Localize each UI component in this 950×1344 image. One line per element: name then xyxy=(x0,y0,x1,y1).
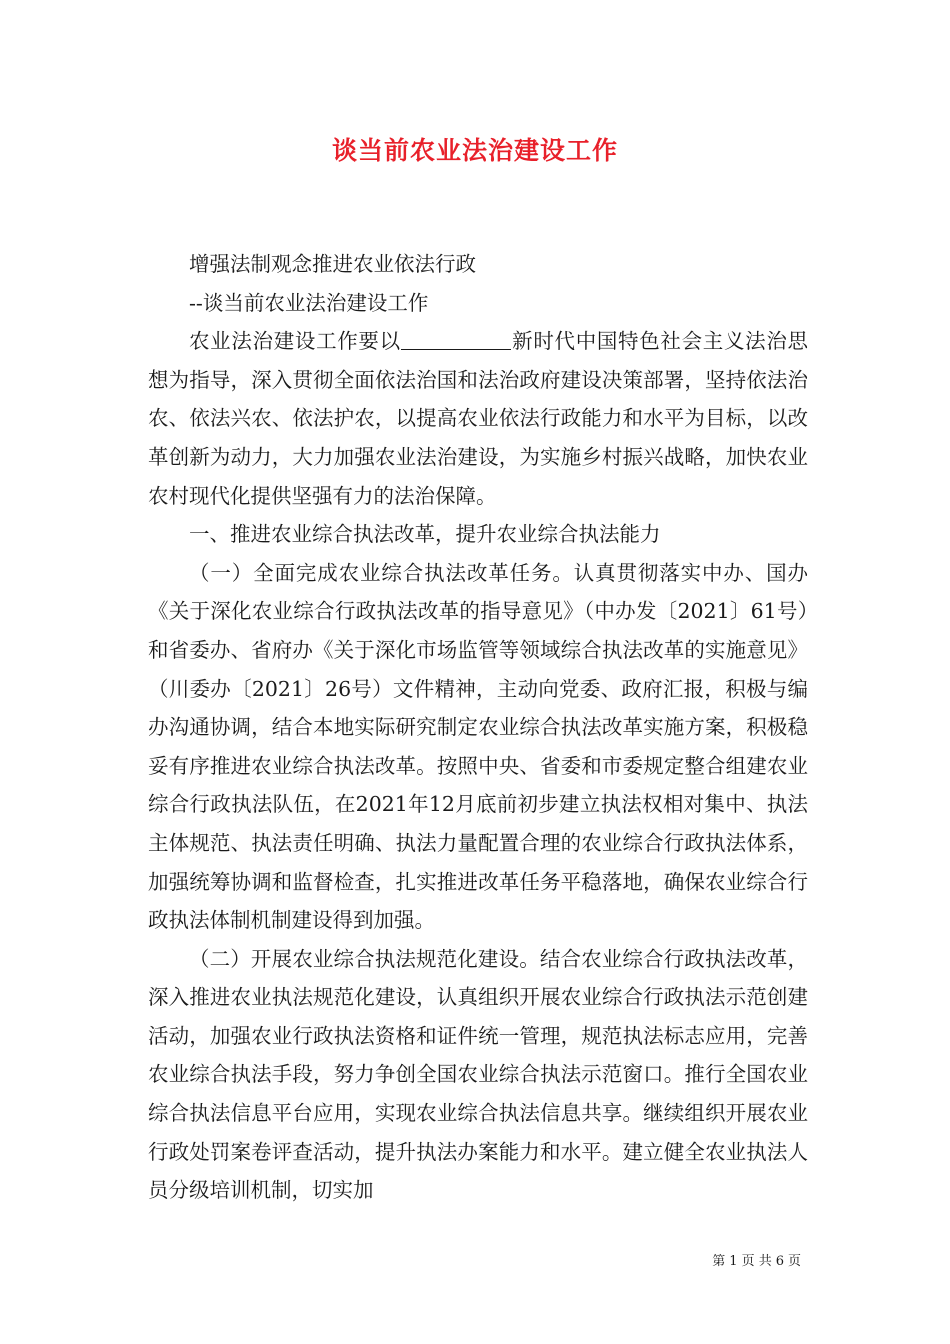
subtitle-line-1: 增强法制观念推进农业依法行政 xyxy=(189,252,476,276)
item-1-paragraph: （一）全面完成农业综合执法改革任务。认真贯彻落实中办、国办《关于深化农业综合行政执法改革的指导意见》（中办发〔2021〕61号）和省委办、省府办《关于深化市场监管等领域综合执法改革的实施意见》（川委办〔2021〕26号）文件精神，主动向党委、政府汇报，积极与编办沟通协调，结合本地实际研究制定农业综合执法改革实施方案，积极稳妥有序推进农业综合执法改革。按照中央、省委和市委规定整合组建农业综合行政执法队伍，在2021年12月底前初步建立执法权相对集中、执法主体规范、执法责任明确、执法力量配置合理的农业综合行政执法体系，加强统筹协调和监督检查，扎实推进改革任务平稳落地，确保农业综合行政执法体制机制建设得到加强。 xyxy=(148,560,808,933)
page-number-footer xyxy=(710,1250,803,1269)
footer-prefix: 第 xyxy=(712,1254,726,1269)
footer-mid: 页 共 xyxy=(741,1254,772,1269)
fill-in-blank xyxy=(401,329,512,351)
intro-text-before-blank: 农业法治建设工作要以 xyxy=(189,329,401,354)
document-body xyxy=(148,245,808,1210)
item-2-paragraph: （二）开展农业综合执法规范化建设。结合农业综合行政执法改革，深入推进农业执法规范化建设，认真组织开展农业综合行政执法示范创建活动，加强农业行政执法资格和证件统一管理，规范执法标志应用，完善农业综合执法手段，努力争创全国农业综合执法示范窗口。推行全国农业综合执法信息平台应用，实现农业综合执法信息共享。继续组织开展农业行政处罚案卷评查活动，提升执法办案能力和水平。建立健全农业执法人员分级培训机制，切实加 xyxy=(148,946,808,1203)
page-title: 谈当前农业法治建设工作 xyxy=(331,136,618,165)
footer-current-page: 1 xyxy=(729,1254,738,1269)
intro-text-after-blank: 新时代中国特色社会主义法治思想为指导，深入贯彻全面依法治国和法治政府建设决策部署，坚持依法治农、依法兴农、依法护农，以提高农业依法行政能力和水平为目标，以改革创新为动力，大力加强农业法治建设，为实施乡村振兴战略，加快农业农村现代化提供坚强有力的法治保障。 xyxy=(148,329,808,508)
intro-paragraph xyxy=(148,322,808,515)
section-1-heading: 一、推进农业综合执法改革，提升农业综合执法能力 xyxy=(189,522,661,547)
footer-suffix: 页 xyxy=(787,1254,801,1269)
footer-total-pages: 6 xyxy=(775,1254,784,1269)
subtitle-line-2: --谈当前农业法治建设工作 xyxy=(189,290,429,315)
